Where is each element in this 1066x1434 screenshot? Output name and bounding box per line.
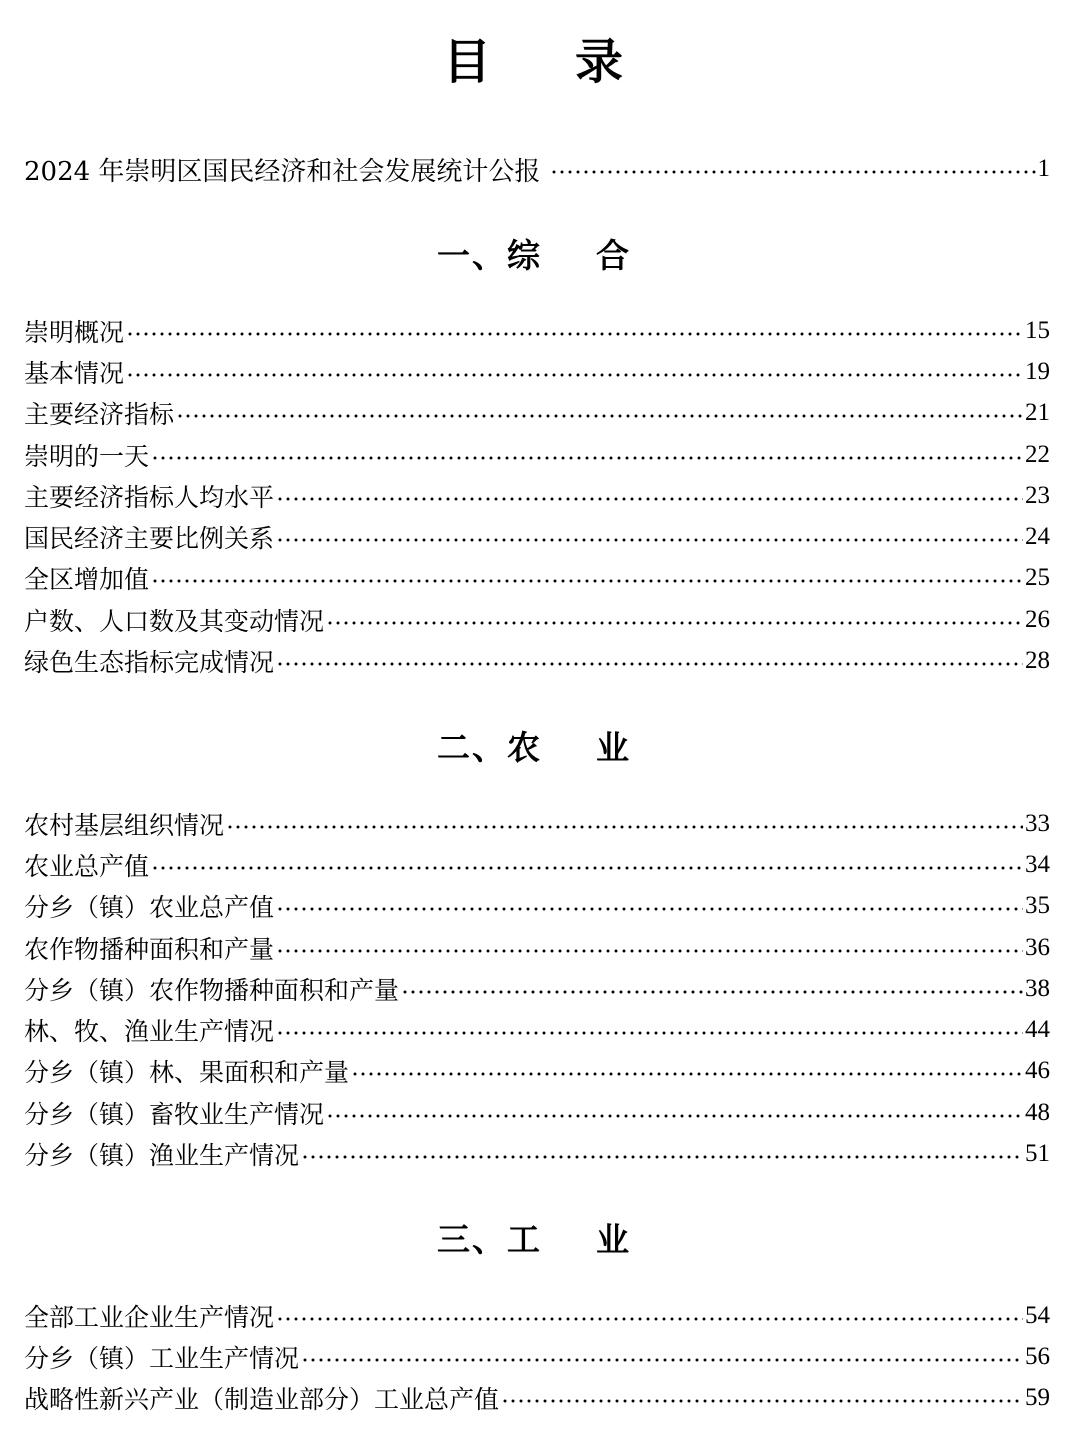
section-heading-2 (0, 720, 1066, 770)
toc-entry[interactable] (24, 310, 1050, 351)
toc-entry[interactable] (24, 640, 1050, 681)
dot-leader (126, 373, 1023, 377)
page-title-char-2: 录 (575, 33, 624, 90)
toc-entry-page: 48 (1025, 1098, 1050, 1126)
toc-entry[interactable] (24, 803, 1050, 844)
toc-entry-page: 35 (1025, 892, 1050, 920)
toc-entry-page: 1 (1037, 155, 1050, 182)
dot-leader (326, 621, 1023, 625)
section-heading-word: 业 (596, 727, 629, 767)
section-heading-prefix: 三、工 (437, 1219, 542, 1259)
toc-entry[interactable] (24, 968, 1050, 1009)
dot-leader (326, 1114, 1023, 1118)
toc-entry-title: 主要经济指标人均水平 (24, 482, 275, 512)
toc-entry-title: 崇明概况 (24, 317, 125, 347)
toc-list-section-1 (24, 310, 1050, 682)
toc-entry-page: 46 (1025, 1057, 1050, 1085)
toc-entry-page: 21 (1025, 399, 1050, 427)
dot-leader (276, 1317, 1023, 1321)
toc-entry-page: 22 (1025, 440, 1050, 468)
toc-entry-page: 59 (1025, 1384, 1050, 1412)
dot-leader (151, 866, 1023, 870)
dot-leader (226, 825, 1023, 829)
toc-list-section-2 (24, 803, 1050, 1175)
toc-entry[interactable] (24, 1295, 1050, 1336)
toc-entry[interactable] (24, 1336, 1050, 1377)
dot-leader (276, 907, 1023, 911)
dot-leader (501, 1399, 1023, 1403)
toc-entry[interactable] (24, 886, 1050, 927)
toc-entry-report[interactable] (24, 150, 1050, 188)
toc-entry[interactable] (24, 927, 1050, 968)
page-title-char-1: 目 (442, 33, 491, 90)
toc-entry[interactable] (24, 1009, 1050, 1050)
toc-entry-title: 国民经济主要比例关系 (24, 524, 275, 554)
toc-entry-title: 分乡（镇）林、果面积和产量 (24, 1058, 350, 1088)
toc-entry-title: 农作物播种面积和产量 (24, 934, 275, 964)
dot-leader (301, 1358, 1023, 1362)
toc-entry[interactable] (24, 1378, 1050, 1419)
toc-entry-title: 分乡（镇）农业总产值 (24, 893, 275, 923)
toc-entry-page: 34 (1025, 850, 1050, 878)
toc-entry-title: 崇明的一天 (24, 441, 150, 471)
toc-entry-title: 战略性新兴产业（制造业部分）工业总产值 (24, 1385, 500, 1415)
toc-entry-page: 26 (1025, 605, 1050, 633)
dot-leader (401, 990, 1023, 994)
dot-leader (301, 1155, 1023, 1159)
section-heading-word: 业 (596, 1219, 629, 1259)
dot-leader (276, 662, 1023, 666)
dot-leader (276, 949, 1023, 953)
dot-leader (276, 538, 1023, 542)
page-title (0, 22, 1066, 92)
toc-entry-title: 林、牧、渔业生产情况 (24, 1017, 275, 1047)
toc-entry-page: 28 (1025, 647, 1050, 675)
toc-entry[interactable] (24, 1092, 1050, 1133)
toc-entry-title: 农业总产值 (24, 851, 150, 881)
toc-entry-page: 33 (1025, 809, 1050, 837)
toc-entry[interactable] (24, 558, 1050, 599)
toc-entry-page: 24 (1025, 523, 1050, 551)
toc-entry-page: 51 (1025, 1140, 1050, 1168)
toc-list-section-3 (24, 1295, 1050, 1419)
section-heading-word: 合 (596, 235, 629, 275)
toc-entry[interactable] (24, 1133, 1050, 1174)
toc-entry-page: 54 (1025, 1301, 1050, 1329)
toc-entry[interactable] (24, 844, 1050, 885)
dot-leader (151, 456, 1023, 460)
toc-entry[interactable] (24, 599, 1050, 640)
toc-entry-page: 44 (1025, 1016, 1050, 1044)
dot-leader (550, 170, 1035, 174)
dot-leader (276, 1031, 1023, 1035)
section-heading-3 (0, 1212, 1066, 1262)
toc-entry-page: 36 (1025, 933, 1050, 961)
toc-entry-title: 户数、人口数及其变动情况 (24, 606, 325, 636)
toc-entry-page: 19 (1025, 357, 1050, 385)
toc-entry-page: 15 (1025, 316, 1050, 344)
dot-leader (126, 332, 1023, 336)
dot-leader (276, 497, 1023, 501)
toc-entry-title: 分乡（镇）工业生产情况 (24, 1343, 300, 1373)
toc-entry-title: 全部工业企业生产情况 (24, 1302, 275, 1332)
section-heading-prefix: 二、农 (437, 727, 542, 767)
toc-entry-title: 绿色生态指标完成情况 (24, 648, 275, 678)
toc-entry[interactable] (24, 516, 1050, 557)
toc-entry[interactable] (24, 393, 1050, 434)
toc-entry-title: 2024 年崇明区国民经济和社会发展统计公报 (24, 156, 541, 187)
toc-entry-title: 分乡（镇）农作物播种面积和产量 (24, 975, 400, 1005)
toc-entry-title: 分乡（镇）畜牧业生产情况 (24, 1099, 325, 1129)
toc-entry-page: 25 (1025, 564, 1050, 592)
toc-entry-title: 主要经济指标 (24, 400, 175, 430)
toc-entry[interactable] (24, 351, 1050, 392)
dot-leader (151, 579, 1023, 583)
toc-entry-title: 基本情况 (24, 358, 125, 388)
toc-entry-title: 分乡（镇）渔业生产情况 (24, 1141, 300, 1171)
toc-entry-page: 56 (1025, 1342, 1050, 1370)
dot-leader (351, 1072, 1023, 1076)
dot-leader (176, 414, 1023, 418)
toc-entry[interactable] (24, 434, 1050, 475)
toc-entry[interactable] (24, 475, 1050, 516)
toc-entry-page: 23 (1025, 481, 1050, 509)
toc-entry-title: 农村基层组织情况 (24, 810, 225, 840)
toc-entry-page: 38 (1025, 974, 1050, 1002)
toc-entry[interactable] (24, 1051, 1050, 1092)
section-heading-1 (0, 228, 1066, 278)
toc-entry-title: 全区增加值 (24, 565, 150, 595)
section-heading-prefix: 一、综 (437, 235, 542, 275)
